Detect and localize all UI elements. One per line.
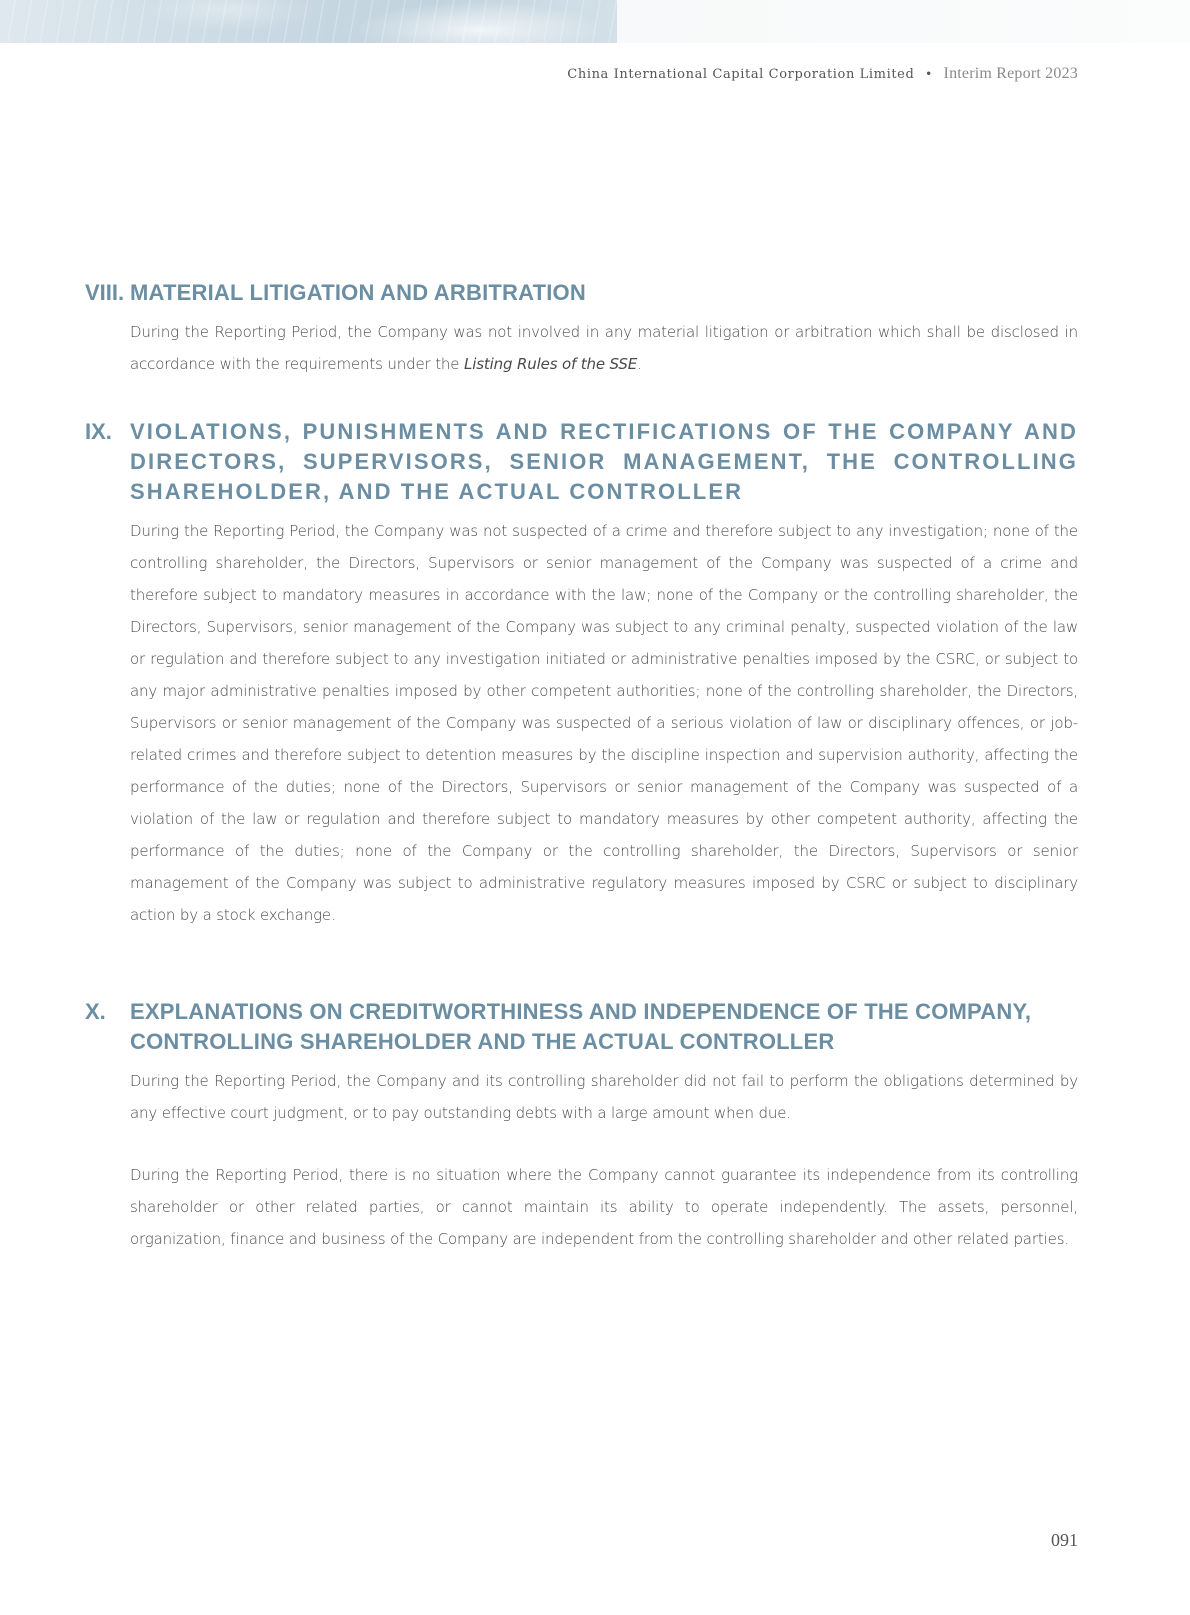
- header-band: [617, 0, 1190, 43]
- section-title: EXPLANATIONS ON CREDITWORTHINESS AND INDEPENDENCE OF THE COMPANY, CONTROLLING SHAREHOLDER AND THE ACTUAL CONTROLLER: [130, 999, 1032, 1054]
- section-title: VIOLATIONS, PUNISHMENTS AND RECTIFICATIONS OF THE COMPANY AND DIRECTORS, SUPERVISORS, SENIOR MANAGEMENT, THE CONTROLLING SHAREHOLDER, AND THE ACTUAL CONTROLLER: [130, 419, 1078, 504]
- section-number: X.: [85, 999, 106, 1024]
- section-title: MATERIAL LITIGATION AND ARBITRATION: [130, 280, 586, 305]
- section-number: IX.: [85, 419, 112, 444]
- section-heading: [85, 417, 1078, 507]
- section-paragraph: During the Reporting Period, the Company was not suspected of a crime and therefore subject to any investigation; none of the controlling shareholder, the Directors, Supervisors or senior management of the Company was suspected of a crime and therefore subject to mandatory measures in accordance with the law; none of the Company or the controlling shareholder, the Directors, Supervisors, senior management of the Company was subject to any criminal penalty, suspected violation of the law or regulation and therefore subject to any investigation initiated or administrative penalties imposed by the CSRC, or subject to any major administrative penalties imposed by other competent authorities; none of the controlling shareholder, the Directors, Supervisors or senior management of the Company was suspected of a serious violation of law or disciplinary offences, or job-related crimes and therefore subject to detention measures by the discipline inspection and supervision authority, affecting the performance of the duties; none of the Directors, Supervisors or senior management of the Company was suspected of a violation of the law or regulation and therefore subject to mandatory measures by other competent authority, affecting the performance of the duties; none of the Company or the controlling shareholder, the Directors, Supervisors or senior management of the Company was subject to administrative regulatory measures imposed by CSRC or subject to disciplinary action by a stock exchange.: [130, 522, 1078, 924]
- section-paragraph: [130, 316, 1078, 380]
- running-header: [567, 65, 1078, 83]
- paragraph-text: During the Reporting Period, the Company was not involved in any material litigation or arbitration which shall be disclosed in accordance with the requirements under the: [130, 323, 1078, 373]
- header-banner-image: [0, 0, 617, 43]
- section-number: VIII.: [85, 280, 125, 305]
- section-ix: [85, 417, 1078, 946]
- section-heading: [85, 997, 1078, 1057]
- section-heading: [85, 278, 1078, 308]
- header-separator: •: [925, 67, 933, 81]
- company-name: China International Capital Corporation Limited: [567, 67, 915, 82]
- listing-rules-reference: Listing Rules of the SSE: [463, 355, 638, 373]
- section-viii: [85, 278, 1078, 395]
- page-number: 091: [1051, 1530, 1078, 1550]
- report-title: Interim Report 2023: [943, 65, 1078, 82]
- section-paragraph: During the Reporting Period, the Company and its controlling shareholder did not fail to perform the obligations determined by any effective court judgment, or to pay outstanding debts with a large amount when due.: [130, 1072, 1078, 1122]
- section-paragraph: During the Reporting Period, there is no situation where the Company cannot guarantee its independence from its controlling shareholder or other related parties, or cannot maintain its ability to operate independently. The assets, personnel, organization, finance and business of the Company are independent from the controlling shareholder and other related parties.: [130, 1166, 1078, 1248]
- section-x: [85, 997, 1078, 1270]
- paragraph-text: .: [637, 355, 642, 373]
